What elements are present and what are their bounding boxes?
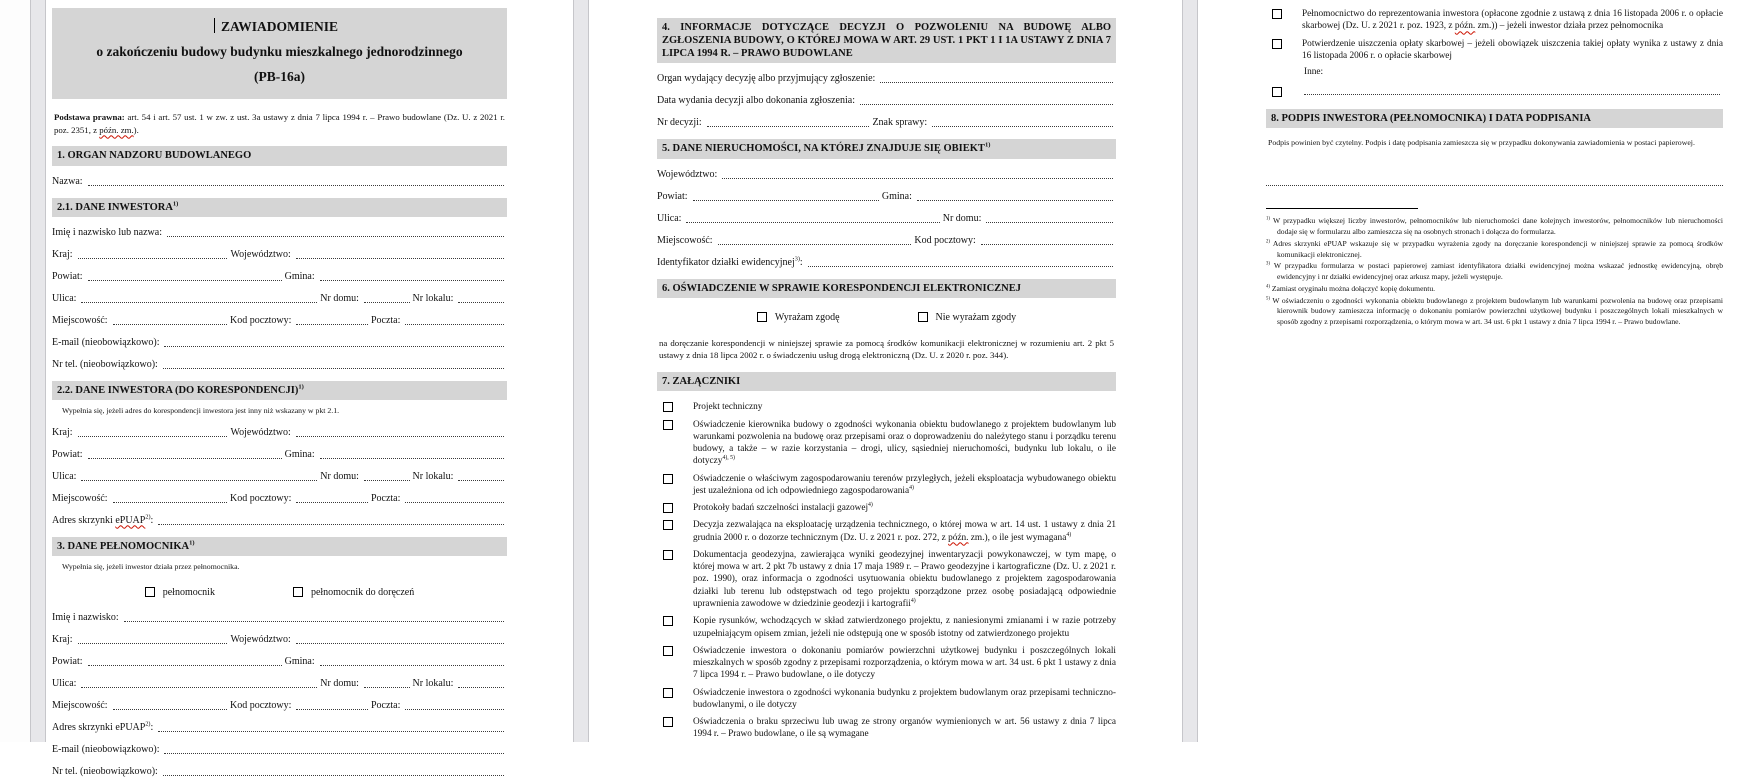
dotted-input-line[interactable] — [113, 709, 227, 710]
checklist-item — [657, 519, 1116, 544]
field-label: Gmina: — [284, 448, 315, 460]
page-gap — [1182, 0, 1198, 742]
field-label: Województwo: — [230, 248, 291, 260]
dotted-input-line[interactable] — [458, 480, 504, 481]
dotted-input-line[interactable] — [808, 266, 1113, 267]
form-field-row — [52, 515, 507, 527]
text-cursor — [214, 18, 215, 33]
form-field-row — [52, 337, 507, 349]
dotted-input-line[interactable] — [718, 244, 912, 245]
checkbox-option[interactable] — [293, 587, 414, 598]
form-field-row — [52, 656, 507, 668]
checklist-item-label: Protokoły badań szczelności instalacji gazowej$^{4)}$ — [693, 502, 873, 514]
dotted-input-line[interactable] — [81, 480, 317, 481]
field-label: Kod pocztowy: — [914, 234, 976, 246]
field-label: Miejscowość: — [52, 314, 108, 326]
dotted-input-line[interactable] — [1304, 94, 1720, 95]
footnote-marker: 1) — [1266, 216, 1270, 222]
dotted-input-line[interactable] — [320, 458, 504, 459]
dotted-input-line[interactable] — [296, 643, 504, 644]
checklist-item — [657, 645, 1116, 682]
checklist-item — [657, 549, 1116, 610]
field-label: Nr domu: — [942, 212, 982, 224]
section-header: 7. ZAŁĄCZNIKI — [657, 372, 1116, 391]
dotted-input-line[interactable] — [458, 687, 504, 688]
checkbox[interactable] — [663, 717, 673, 727]
form-field-row — [52, 359, 507, 371]
checklist-item — [657, 716, 1116, 741]
footnote — [1266, 261, 1723, 283]
form-field-row — [52, 722, 507, 734]
footnote-separator — [1266, 208, 1418, 209]
field-label: Nr domu: — [320, 470, 359, 482]
checkbox[interactable] — [293, 587, 303, 597]
section-header: 2.1. DANE INWESTORA$^{1)}$ — [52, 198, 507, 217]
dotted-input-line[interactable] — [364, 480, 410, 481]
paragraph: na doręczanie korespondencji w niniejszej sprawie za pomocą środków komunikacji elektronicznej w rozumieniu art. 2 pkt 5 ustawy z dnia 18 lipca 2002 r. o świadczeniu usług drogą elektroniczną (Dz. U. z 2020 r. poz. 344). — [659, 337, 1114, 361]
form-field-row — [657, 95, 1116, 107]
dotted-input-line[interactable] — [405, 709, 504, 710]
section-note: Wypełnia się, jeżeli adres do korespondencji inwestora jest inny niż wskazany w pkt 2.1. — [62, 405, 340, 415]
dotted-input-line[interactable] — [163, 775, 504, 776]
footnote-text: Adres skrzynki ePUAP wskazuje się w przypadku wyrażenia zgody na doręczanie korespondencji w niniejszej sprawie za pomocą środków komunikacji elektronicznej. — [1269, 238, 1723, 259]
field-label: Nr lokalu: — [412, 470, 454, 482]
footnote — [1266, 216, 1723, 238]
dotted-input-line[interactable] — [722, 178, 1113, 179]
section-header: 8. PODPIS INWESTORA (PEŁNOMOCNIKA) I DATA PODPISANIA — [1266, 109, 1723, 128]
dotted-input-line[interactable] — [880, 82, 1113, 83]
dotted-input-line[interactable] — [296, 709, 368, 710]
checklist-item — [1266, 8, 1723, 33]
field-label: Kraj: — [52, 426, 73, 438]
field-label: Ulica: — [52, 292, 77, 304]
checkbox[interactable] — [663, 420, 673, 430]
field-label: Nr lokalu: — [412, 292, 454, 304]
field-label: Nazwa: — [52, 175, 83, 187]
dotted-input-line[interactable] — [88, 665, 282, 666]
footnote-text: W oświadczeniu o zgodności wykonania obiektu budowlanego z projektem budowlanym lub warunkami pozwolenia na budowę oraz przepisami kierownik budowy zamieszcza informację o dokonaniu pomiarów powierzchni użytkowej budynku i poszczególnych lokali mieszkalnych w sposób zgodny z przepisami rozporządzenia, o którym mowa w art. 34 ust. 6 pkt 1 ustawy z dnia 7 lipca 1994 r. – Prawo budowlane. — [1269, 295, 1723, 327]
form-title-box — [52, 8, 507, 99]
form-field-row — [52, 766, 507, 778]
form-field-row — [52, 744, 507, 756]
dotted-input-line[interactable] — [158, 524, 504, 525]
checklist-item-label: Oświadczenia o braku sprzeciwu lub uwag ze strony organów wymienionych w art. 56 ustawy z dnia 7 lipca 1994 r. – Prawo budowlane, o ile są wymagane — [693, 717, 1116, 740]
dotted-input-line[interactable] — [78, 643, 228, 644]
viewer-background-left — [0, 0, 30, 742]
footnote-marker: 3) — [1266, 261, 1270, 267]
dotted-input-line[interactable] — [296, 502, 368, 503]
checkbox[interactable] — [663, 646, 673, 656]
field-label: Nr decyzji: — [657, 117, 702, 129]
field-label: Powiat: — [52, 448, 83, 460]
dotted-input-line[interactable] — [113, 502, 227, 503]
dotted-input-line[interactable] — [78, 436, 228, 437]
checklist-item — [657, 615, 1116, 640]
field-label: Kod pocztowy: — [230, 699, 292, 711]
checkbox-option[interactable] — [757, 312, 840, 323]
dotted-input-line[interactable] — [693, 200, 879, 201]
checkbox[interactable] — [1272, 9, 1282, 19]
field-label: Poczta: — [370, 314, 401, 326]
checklist-item-label: Dokumentacja geodezyjna, zawierająca wyniki geodezyjnej inwentaryzacji powykonawczej, w tym mapę, o której mowa w art. 2 pkt 7b ustawy z dnia 17 maja 1989 r. – Prawo geodezyjne i kartograficzne (Dz. U. z 2021 r. poz. 1990), oraz informacja o zgodności usytuowania obiektu budowlanego z projektem zagospodarowania działki lub terenu lub odstępstwach od tego projektu sporządzone przez osobę posiadającą odpowiednie uprawnienia zawodowe w dziedzinie geodezji i kartografii$^{4)}$ — [693, 549, 1116, 609]
form-field-row — [52, 612, 507, 624]
checklist-item — [657, 687, 1116, 712]
dotted-input-line[interactable] — [167, 236, 504, 237]
checklist-item — [657, 401, 1116, 413]
checkbox[interactable] — [918, 312, 928, 322]
dotted-input-line[interactable] — [81, 687, 317, 688]
field-label: Imię i nazwisko: — [52, 611, 119, 623]
field-label: E-mail (nieobowiązkowo): — [52, 336, 160, 348]
attachment-checklist — [1266, 8, 1723, 62]
dotted-input-line[interactable] — [320, 665, 504, 666]
form-field-row — [52, 271, 507, 283]
field-label: Nr tel. (nieobowiązkowo): — [52, 358, 158, 370]
checklist-item-label: Oświadczenie inwestora o zgodności wykonania budynku z projektem budowlanym oraz przepisami techniczno-budowlanymi, o ile dotyczy — [693, 687, 1116, 710]
dotted-input-line[interactable] — [124, 621, 504, 622]
page-gap — [30, 0, 46, 742]
dotted-input-line[interactable] — [458, 302, 504, 303]
checkbox[interactable] — [663, 474, 673, 484]
dotted-input-line[interactable] — [981, 244, 1113, 245]
dotted-input-line[interactable] — [164, 346, 504, 347]
field-label: Kod pocztowy: — [230, 492, 292, 504]
section-note: Wypełnia się, jeżeli inwestor działa przez pełnomocnika. — [62, 561, 240, 571]
field-label: Gmina: — [881, 190, 912, 202]
field-label: Data wydania decyzji albo dokonania zgłoszenia: — [657, 95, 855, 107]
form-title-line: (PB-16a) — [254, 68, 305, 84]
form-field-row — [52, 315, 507, 327]
field-label: Kraj: — [52, 633, 73, 645]
form-field-row — [52, 471, 507, 483]
field-label: Miejscowość: — [52, 492, 108, 504]
footnote-marker: 5) — [1266, 296, 1270, 302]
signature-dotted-line[interactable] — [1266, 173, 1723, 186]
dotted-input-line[interactable] — [78, 258, 228, 259]
form-field-row — [52, 678, 507, 690]
dotted-input-line[interactable] — [364, 687, 410, 688]
field-label: Województwo: — [230, 633, 291, 645]
field-label: Adres skrzynki ePUAP$^{2)}$: — [52, 720, 154, 733]
checklist-item-label: Kopie rysunków, wchodzących w skład zatwierdzonego projektu, z naniesionymi zmianami i w razie potrzeby uzupełniającym opisem zmian, jeżeli nie odstępują one w sposób istotny od zatwierdzonego projektu — [693, 616, 1116, 639]
checklist-item — [657, 473, 1116, 498]
form-page-3 — [1198, 0, 1762, 742]
field-label: Kod pocztowy: — [230, 314, 292, 326]
field-label: Organ wydający decyzję albo przyjmujący zgłoszenie: — [657, 73, 876, 85]
field-label: Adres skrzynki ePUAP$^{2)}$: — [52, 513, 154, 526]
checkbox[interactable] — [663, 402, 673, 412]
paragraph: Podstawa prawna: art. 54 i art. 57 ust. 1 w zw. z ust. 3a ustawy z dnia 7 lipca 1994 r. – Prawo budowlane (Dz. U. z 2021 r. poz. 2351, z późn. zm.). — [54, 111, 505, 135]
checklist-item-label: Oświadczenie inwestora o dokonaniu pomiarów powierzchni użytkowej budynku i poszczególnych lokali mieszkalnych w sposób zgodny z przepisami rozporządzenia, o którym mowa w art. 34 ust. 6 pkt 1 ustawy z dnia 7 lipca 1994 r. – Prawo budowlane, o ile dotyczy — [693, 645, 1116, 681]
section-header: 2.2. DANE INWESTORA (DO KORESPONDENCJI)$^{1)}$ — [52, 381, 507, 400]
signature-note: Podpis powinien być czytelny. Podpis i datę podpisania zamieszcza się w przypadku dokonywania zawiadomienia w postaci papierowej. — [1268, 138, 1695, 148]
checkbox[interactable] — [1272, 87, 1282, 97]
form-field-row — [657, 191, 1116, 203]
dotted-input-line[interactable] — [158, 731, 504, 732]
dotted-input-line[interactable] — [707, 126, 870, 127]
checklist-item — [1266, 38, 1723, 63]
footnote-text: Zamiast oryginału można dołączyć kopię dokumentu. — [1269, 283, 1436, 293]
dotted-input-line[interactable] — [405, 324, 504, 325]
checkbox[interactable] — [663, 520, 673, 530]
checkbox[interactable] — [663, 616, 673, 626]
checkbox[interactable] — [663, 550, 673, 560]
footnote — [1266, 296, 1723, 328]
section-header: 5. DANE NIERUCHOMOŚCI, NA KTÓREJ ZNAJDUJE SIĘ OBIEKT$^{1)}$ — [657, 139, 1116, 158]
form-field-row — [52, 700, 507, 712]
dotted-input-line[interactable] — [296, 324, 368, 325]
footnote-text: W przypadku większej liczby inwestorów, pełnomocników lub nieruchomości dane kolejnych inwestorów, pełnomocników lub nieruchomości dodaje się w formularzu albo zamieszcza się na osobnych stronach i dołącza do formularza. — [1269, 216, 1723, 236]
form-page-1 — [46, 0, 573, 777]
dotted-input-line[interactable] — [164, 753, 504, 754]
footnote-marker: 2) — [1266, 239, 1270, 245]
page-gap — [573, 0, 589, 742]
form-field-row — [657, 235, 1116, 247]
form-field-row — [657, 117, 1116, 129]
attachment-checklist — [657, 401, 1116, 740]
field-label: Województwo: — [230, 426, 291, 438]
section-header: 6. OŚWIADCZENIE W SPRAWIE KORESPONDENCJI ELEKTRONICZNEJ — [657, 279, 1116, 298]
checkbox-label: pełnomocnik — [162, 586, 215, 598]
checklist-item — [657, 419, 1116, 468]
other-attachment-row — [1266, 87, 1723, 97]
form-field-row — [657, 73, 1116, 85]
field-label: Nr domu: — [320, 677, 359, 689]
form-title-line: ZAWIADOMIENIE — [220, 19, 339, 34]
dotted-input-line[interactable] — [113, 324, 227, 325]
checkbox[interactable] — [663, 688, 673, 698]
form-field-row — [52, 493, 507, 505]
checkbox-option[interactable] — [145, 587, 215, 598]
field-label: Nr tel. (nieobowiązkowo): — [52, 765, 158, 777]
checkbox[interactable] — [757, 312, 767, 322]
form-title-line: o zakończeniu budowy budynku mieszkalnego jednorodzinnego — [96, 43, 463, 59]
checkbox-option[interactable] — [918, 312, 1017, 323]
form-field-row — [52, 449, 507, 461]
field-label: Województwo: — [657, 168, 718, 180]
footnote — [1266, 284, 1723, 295]
footnote — [1266, 239, 1723, 261]
section-header: 3. DANE PEŁNOMOCNIKA$^{1)}$ — [52, 537, 507, 556]
checklist-item-label: Potwierdzenie uiszczenia opłaty skarbowej – jeżeli obowiązek uiszczenia takiej opłaty wynika z ustawy z dnia 16 listopada 2006 r. o opłacie skarbowej — [1302, 38, 1723, 61]
checkbox[interactable] — [1272, 39, 1282, 49]
dotted-input-line[interactable] — [163, 368, 504, 369]
field-label: Poczta: — [370, 492, 401, 504]
footnote-marker: 4) — [1266, 284, 1270, 290]
checkbox-label: Nie wyrażam zgody — [935, 311, 1017, 323]
checkbox-label: pełnomocnik do doręczeń — [310, 586, 415, 598]
field-label: Znak sprawy: — [872, 117, 928, 129]
form-field-row — [52, 249, 507, 261]
dotted-input-line[interactable] — [88, 458, 282, 459]
field-label: Ulica: — [52, 677, 77, 689]
checkbox[interactable] — [145, 587, 155, 597]
form-field-row — [52, 227, 507, 239]
dotted-input-line[interactable] — [405, 502, 504, 503]
field-label: Identyfikator działki ewidencyjnej$^{3)}$: — [657, 255, 803, 268]
checkbox-option-row — [657, 312, 1116, 323]
field-label: Poczta: — [370, 699, 401, 711]
other-attachments-label: Inne: — [1304, 67, 1324, 78]
form-field-row — [52, 427, 507, 439]
footnote-text: W przypadku formularza w postaci papierowej zamiast identyfikatora działki ewidencyjnej można wskazać jednostkę ewidencyjną, obręb ewidencyjny i nr działki ewidencyjnej oraz arkusz mapy, jeżeli występuje. — [1269, 261, 1723, 282]
field-label: Gmina: — [284, 655, 315, 667]
form-field-row — [52, 293, 507, 305]
dotted-input-line[interactable] — [860, 104, 1113, 105]
dotted-input-line[interactable] — [986, 222, 1113, 223]
field-label: Nr lokalu: — [412, 677, 454, 689]
dotted-input-line[interactable] — [686, 222, 939, 223]
checklist-item-label: Pełnomocnictwo do reprezentowania inwestora (opłacone zgodnie z ustawą z dnia 16 listopada 2006 r. o opłacie skarbowej (Dz. U. z 2021 r. poz. 1923, z późn. zm.)) – jeżeli inwestor działa przez pełnomocnika — [1302, 9, 1723, 32]
dotted-input-line[interactable] — [320, 280, 504, 281]
checkbox[interactable] — [663, 503, 673, 513]
checklist-item — [657, 502, 1116, 514]
field-label: Ulica: — [657, 212, 682, 224]
dotted-input-line[interactable] — [81, 302, 317, 303]
checklist-item-label: Oświadczenie kierownika budowy o zgodności wykonania obiektu budowlanego z projektem budowlanym lub warunkami pozwolenia na budowę oraz przepisami oraz o doprowadzeniu do należytego stanu i porządku terenu budowy, a także – w razie korzystania – drogi, ulicy, sąsiedniej nieruchomości, budynku lub lokalu, o ile dotyczy$^{4), 5)}$ — [693, 419, 1116, 467]
form-field-row — [657, 257, 1116, 269]
form-page-2 — [589, 0, 1182, 742]
field-label: Miejscowość: — [657, 234, 713, 246]
dotted-input-line[interactable] — [932, 126, 1113, 127]
checklist-item-label: Oświadczenie o właściwym zagospodarowaniu terenów przyległych, jeżeli eksploatacja wybudowanego obiektu jest uzależniona od ich odpowiedniego zagospodarowania$^{4)}$ — [693, 473, 1116, 496]
dotted-input-line[interactable] — [917, 200, 1113, 201]
checklist-item-label: Decyzja zezwalająca na eksploatację urządzenia technicznego, o której mowa w art. 14 ust. 1 ustawy z dnia 21 grudnia 2000 r. o dozorze technicznym (Dz. U. z 2021 r. poz. 272, z późn. zm.), o ile jest wymagana$^{4)}$ — [693, 520, 1116, 543]
checkbox-option-row — [52, 587, 507, 598]
field-label: Kraj: — [52, 248, 73, 260]
dotted-input-line[interactable] — [88, 280, 282, 281]
dotted-input-line[interactable] — [296, 258, 504, 259]
checklist-item-label: Projekt techniczny — [693, 402, 763, 413]
field-label: Miejscowość: — [52, 699, 108, 711]
form-field-row — [657, 169, 1116, 181]
field-label: Imię i nazwisko lub nazwa: — [52, 226, 162, 238]
dotted-input-line[interactable] — [88, 185, 504, 186]
checkbox-label: Wyrażam zgodę — [774, 311, 840, 323]
form-field-row — [52, 176, 507, 188]
dotted-input-line[interactable] — [364, 302, 410, 303]
field-label: Gmina: — [284, 270, 315, 282]
dotted-input-line[interactable] — [296, 436, 504, 437]
field-label: Powiat: — [52, 655, 83, 667]
form-field-row — [657, 213, 1116, 225]
field-label: Nr domu: — [320, 292, 359, 304]
field-label: Powiat: — [52, 270, 83, 282]
section-header: 1. ORGAN NADZORU BUDOWLANEGO — [52, 146, 507, 165]
field-label: E-mail (nieobowiązkowo): — [52, 743, 160, 755]
form-field-row — [52, 634, 507, 646]
section-header: 4. INFORMACJE DOTYCZĄCE DECYZJI O POZWOLENIU NA BUDOWĘ ALBO ZGŁOSZENIA BUDOWY, O KTÓREJ MOWA W ART. 29 UST. 1 PKT 1 I 1A USTAWY Z DNIA 7 LIPCA 1994 R. – PRAWO BUDOWLANE — [657, 18, 1116, 63]
field-label: Ulica: — [52, 470, 77, 482]
field-label: Powiat: — [657, 190, 688, 202]
